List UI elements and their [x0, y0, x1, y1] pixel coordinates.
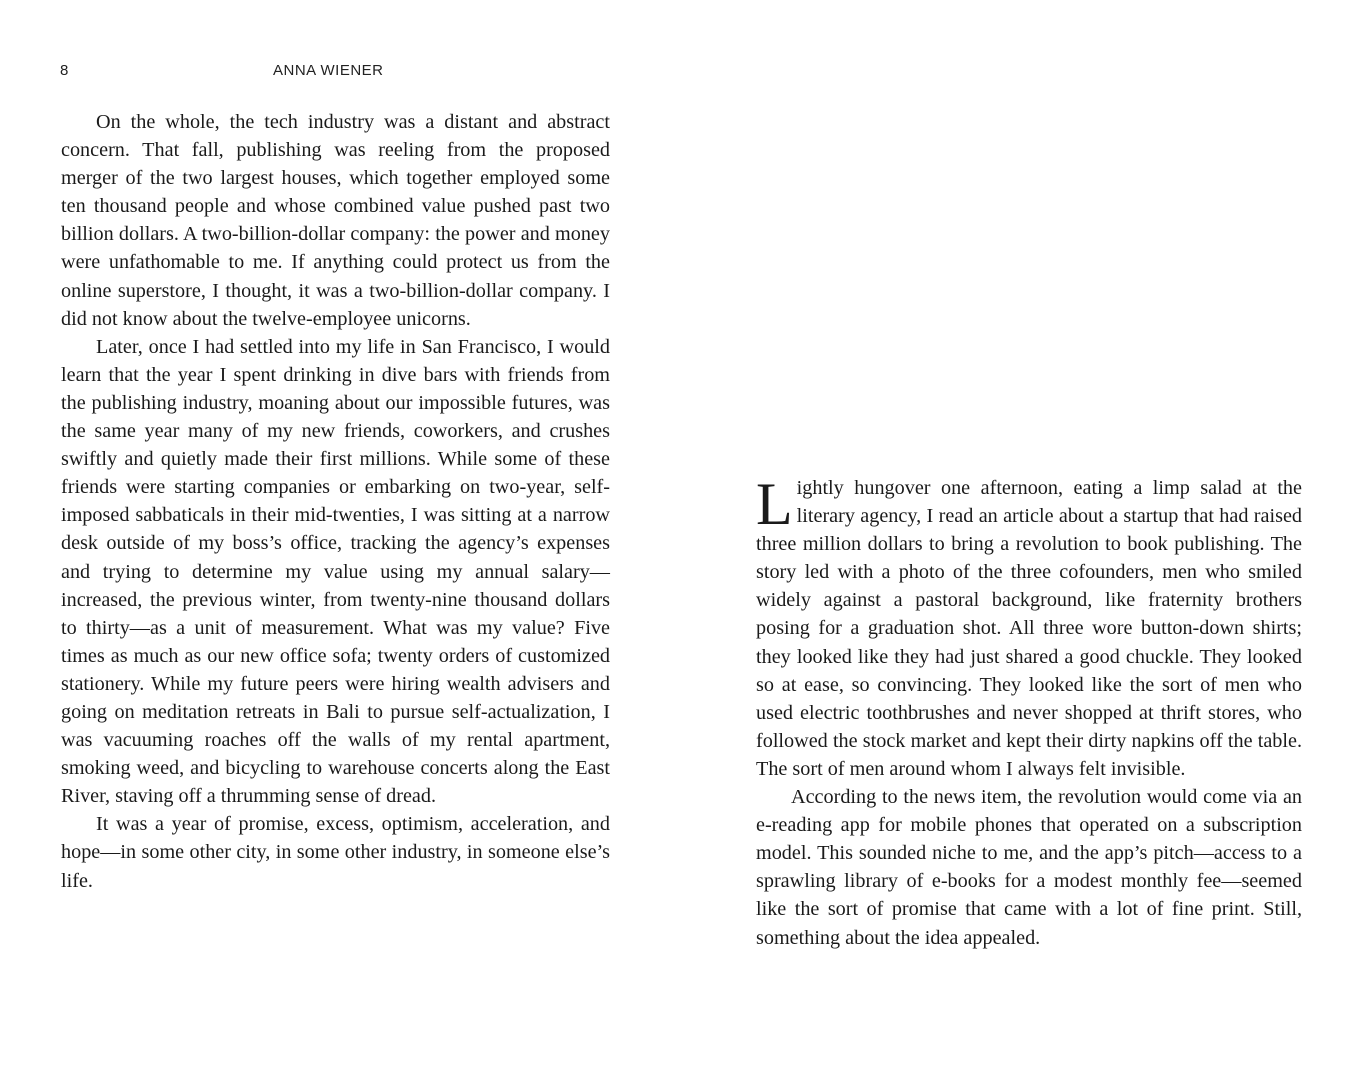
paragraph: It was a year of promise, excess, optimism, acceleration, and hope—in some other city, in some other industry, in someone else’s life.: [61, 813, 610, 892]
paragraph: On the whole, the tech industry was a distant and abstract concern. That fall, publishing was reeling from the proposed merger of the two largest houses, which together employed some ten thousand people and whose combined value pushed past two billion dollars. A two-billion-dollar company: the power and money were unfathomable to me. If anything could protect us from the online superstore, I thought, it was a two-billion-dollar company. I did not know about the twelve-employee unicorns.: [61, 111, 610, 330]
drop-cap: L: [756, 471, 793, 537]
opening-paragraph: [756, 471, 1302, 783]
right-page-text: [756, 471, 1302, 952]
page-number: 8: [60, 62, 69, 79]
opening-paragraph-text: ightly hungover one afternoon, eating a limp salad at the literary agency, I read an article about a startup that had raised three million dollars to bring a revolution to book publishing. The story led with a photo of the three cofounders, men who smiled widely against a pastoral background, like fraternity brothers posing for a graduation shot. All three wore button-down shirts; they looked like they had just shared a good chuckle. They looked so at ease, so convincing. They looked like the sort of men who used electric toothbrushes and never shopped at thrift stores, who followed the stock market and kept their dirty napkins off the table. The sort of men around whom I always felt invisible.: [756, 477, 1302, 780]
left-page-text: [61, 108, 610, 895]
page-header: [60, 62, 620, 86]
running-head: ANNA WIENER: [273, 62, 384, 79]
paragraph: Later, once I had settled into my life in San Francisco, I would learn that the year I spent drinking in dive bars with friends from the publishing industry, moaning about our impossible futures, was the same year many of my new friends, coworkers, and crushes swiftly and quietly made their first millions. While some of these friends were starting companies or embarking on two-year, self-imposed sabbaticals in their mid-twenties, I was sitting at a narrow desk outside of my boss’s office, tracking the agency’s expenses and trying to determine my value using my annual salary—increased, the previous winter, from twenty-nine thousand dollars to thirty—as a unit of measurement. What was my value? Five times as much as our new office sofa; twenty orders of customized stationery. While my future peers were hiring wealth advisers and going on meditation retreats in Bali to pursue self-actualization, I was vacuuming roaches off the walls of my rental apartment, smoking weed, and bicycling to warehouse concerts along the East River, staving off a thrumming sense of dread.: [61, 335, 610, 808]
paragraph: According to the news item, the revolution would come via an e-reading app for mobile phones that operated on a subscription model. This sounded niche to me, and the app’s pitch—access to a sprawling library of e-books for a modest monthly fee—seemed like the sort of promise that came with a lot of fine print. Still, something about the idea appealed.: [756, 786, 1302, 949]
